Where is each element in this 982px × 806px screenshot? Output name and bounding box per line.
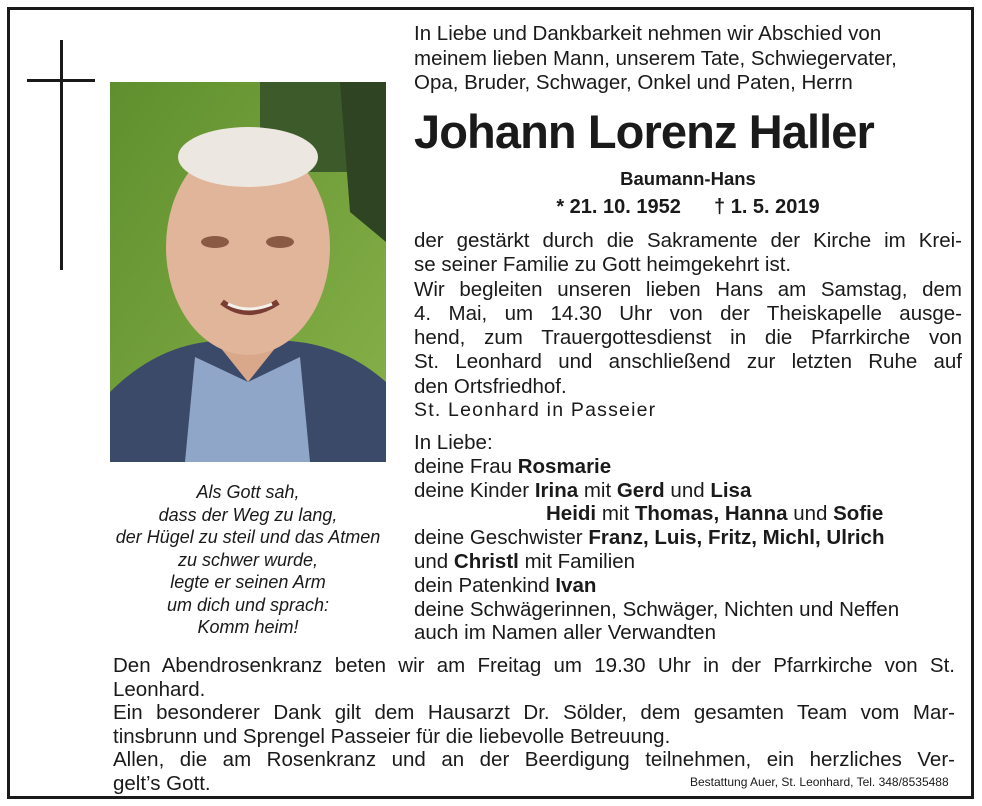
in-liebe: In Liebe: <box>414 431 493 454</box>
body-line: 4. Mai, um 14.30 Uhr von der Theiskapelle ausge- <box>414 301 962 325</box>
poem-line: Komm heim! <box>197 617 299 637</box>
family-line-inlaws: deine Schwägerinnen, Schwäger, Nichten und Neffen <box>414 597 900 621</box>
place-line: St. Leonhard in Passeier <box>414 399 657 421</box>
closing-line: tinsbrunn und Sprengel Passeier für die liebevolle Betreuung. <box>113 724 671 748</box>
intro-text <box>414 22 962 96</box>
poem-line: dass der Weg zu lang, <box>158 504 338 525</box>
intro-line: Opa, Bruder, Schwager, Onkel und Paten, Herrn <box>414 71 853 94</box>
family-list <box>414 431 962 645</box>
poem-line: Als Gott sah, <box>196 482 300 502</box>
family-line-christl: und Christl mit Familien <box>414 549 636 573</box>
body-line: der gestärkt durch die Sakramente der Kirche im Krei- <box>414 229 962 252</box>
death-date: † 1. 5. 2019 <box>714 196 820 218</box>
intro-line: In Liebe und Dankbarkeit nehmen wir Abschied von <box>414 22 882 45</box>
cross-icon <box>60 40 63 270</box>
body-line: Wir begleiten unseren lieben Hans am Samstag, dem <box>414 277 962 301</box>
closing-line: Ein besonderer Dank gilt dem Hausarzt Dr. Sölder, dem gesamten Team vom Mar- <box>113 701 955 724</box>
portrait-photo <box>110 82 386 462</box>
nickname: Baumann-Hans <box>620 168 756 189</box>
closing-line: Leonhard. <box>113 677 206 701</box>
intro-line: meinem lieben Mann, unserem Tate, Schwiegervater, <box>414 46 897 70</box>
funeral-home-credit: Bestattung Auer, St. Leonhard, Tel. 348/8535488 <box>690 775 949 789</box>
family-line-relatives: auch im Namen aller Verwandten <box>414 621 716 645</box>
poem-line: legte er seinen Arm <box>170 572 326 592</box>
closing-text <box>113 654 955 795</box>
closing-line: gelt’s Gott. <box>113 771 211 795</box>
family-line-heidi: Heidi mit Thomas, Hanna und Sofie <box>546 502 884 526</box>
life-dates <box>414 196 962 219</box>
closing-line: Den Abendrosenkranz beten wir am Freitag um 19.30 Uhr in der Pfarrkirche von St. <box>113 654 955 677</box>
birth-date: * 21. 10. 1952 <box>556 196 681 218</box>
body-line: hend, zum Trauergottesdienst in die Pfarrkirche von <box>414 326 962 350</box>
closing-line: Allen, die am Rosenkranz und an der Beerdigung teilnehmen, ein herzliches Ver- <box>113 748 955 771</box>
family-line-godchild: dein Patenkind Ivan <box>414 573 597 597</box>
poem-line: um dich und sprach: <box>166 594 330 615</box>
body-line: den Ortsfriedhof. <box>414 374 567 398</box>
cross-icon-bar <box>27 79 95 82</box>
family-line-children: deine Kinder Irina mit Gerd und Lisa <box>414 478 752 502</box>
poem-line: der Hügel zu steil und das Atmen <box>115 527 381 547</box>
family-line-wife: deine Frau Rosmarie <box>414 454 612 478</box>
poem <box>100 481 396 639</box>
announcement-text <box>414 229 962 399</box>
body-line: St. Leonhard und anschließend zur letzten Ruhe auf <box>414 350 962 374</box>
poem-line: zu schwer wurde, <box>177 549 319 570</box>
deceased-name: Johann Lorenz Haller <box>414 105 874 158</box>
body-line: se seiner Familie zu Gott heimgekehrt ist. <box>414 253 792 277</box>
family-line-siblings: deine Geschwister Franz, Luis, Fritz, Michl, Ulrich <box>414 526 885 550</box>
